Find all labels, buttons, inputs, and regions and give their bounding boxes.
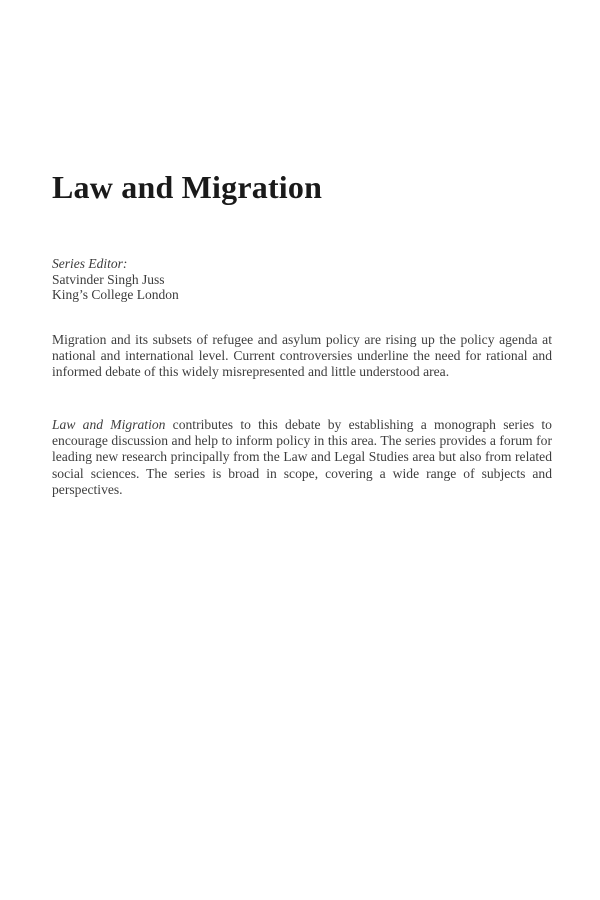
series-description-paragraph-2	[52, 417, 552, 499]
series-editor-affiliation: King’s College London	[52, 287, 179, 303]
series-editor-name: Satvinder Singh Juss	[52, 271, 165, 287]
page-title: Law and Migration	[52, 169, 323, 206]
series-editor-block	[52, 256, 552, 303]
series-description-paragraph-1: Migration and its subsets of refugee and asylum policy are rising up the policy agenda at national and international level. Current controversies underline the need for rational and informed debate of this widely misrepresented and little understood area.	[52, 331, 552, 380]
series-description-paragraph-2-text: contributes to this debate by establishing a monograph series to encourage discussion and help to inform policy in this area. The series provides a forum for leading new research principally from the Law and Legal Studies area but also from related social sciences. The series is broad in scope, covering a wide range of subjects and perspectives.	[52, 416, 552, 498]
series-editor-role-label: Series Editor:	[52, 256, 128, 271]
series-name-emphasis: Law and Migration	[52, 416, 166, 432]
